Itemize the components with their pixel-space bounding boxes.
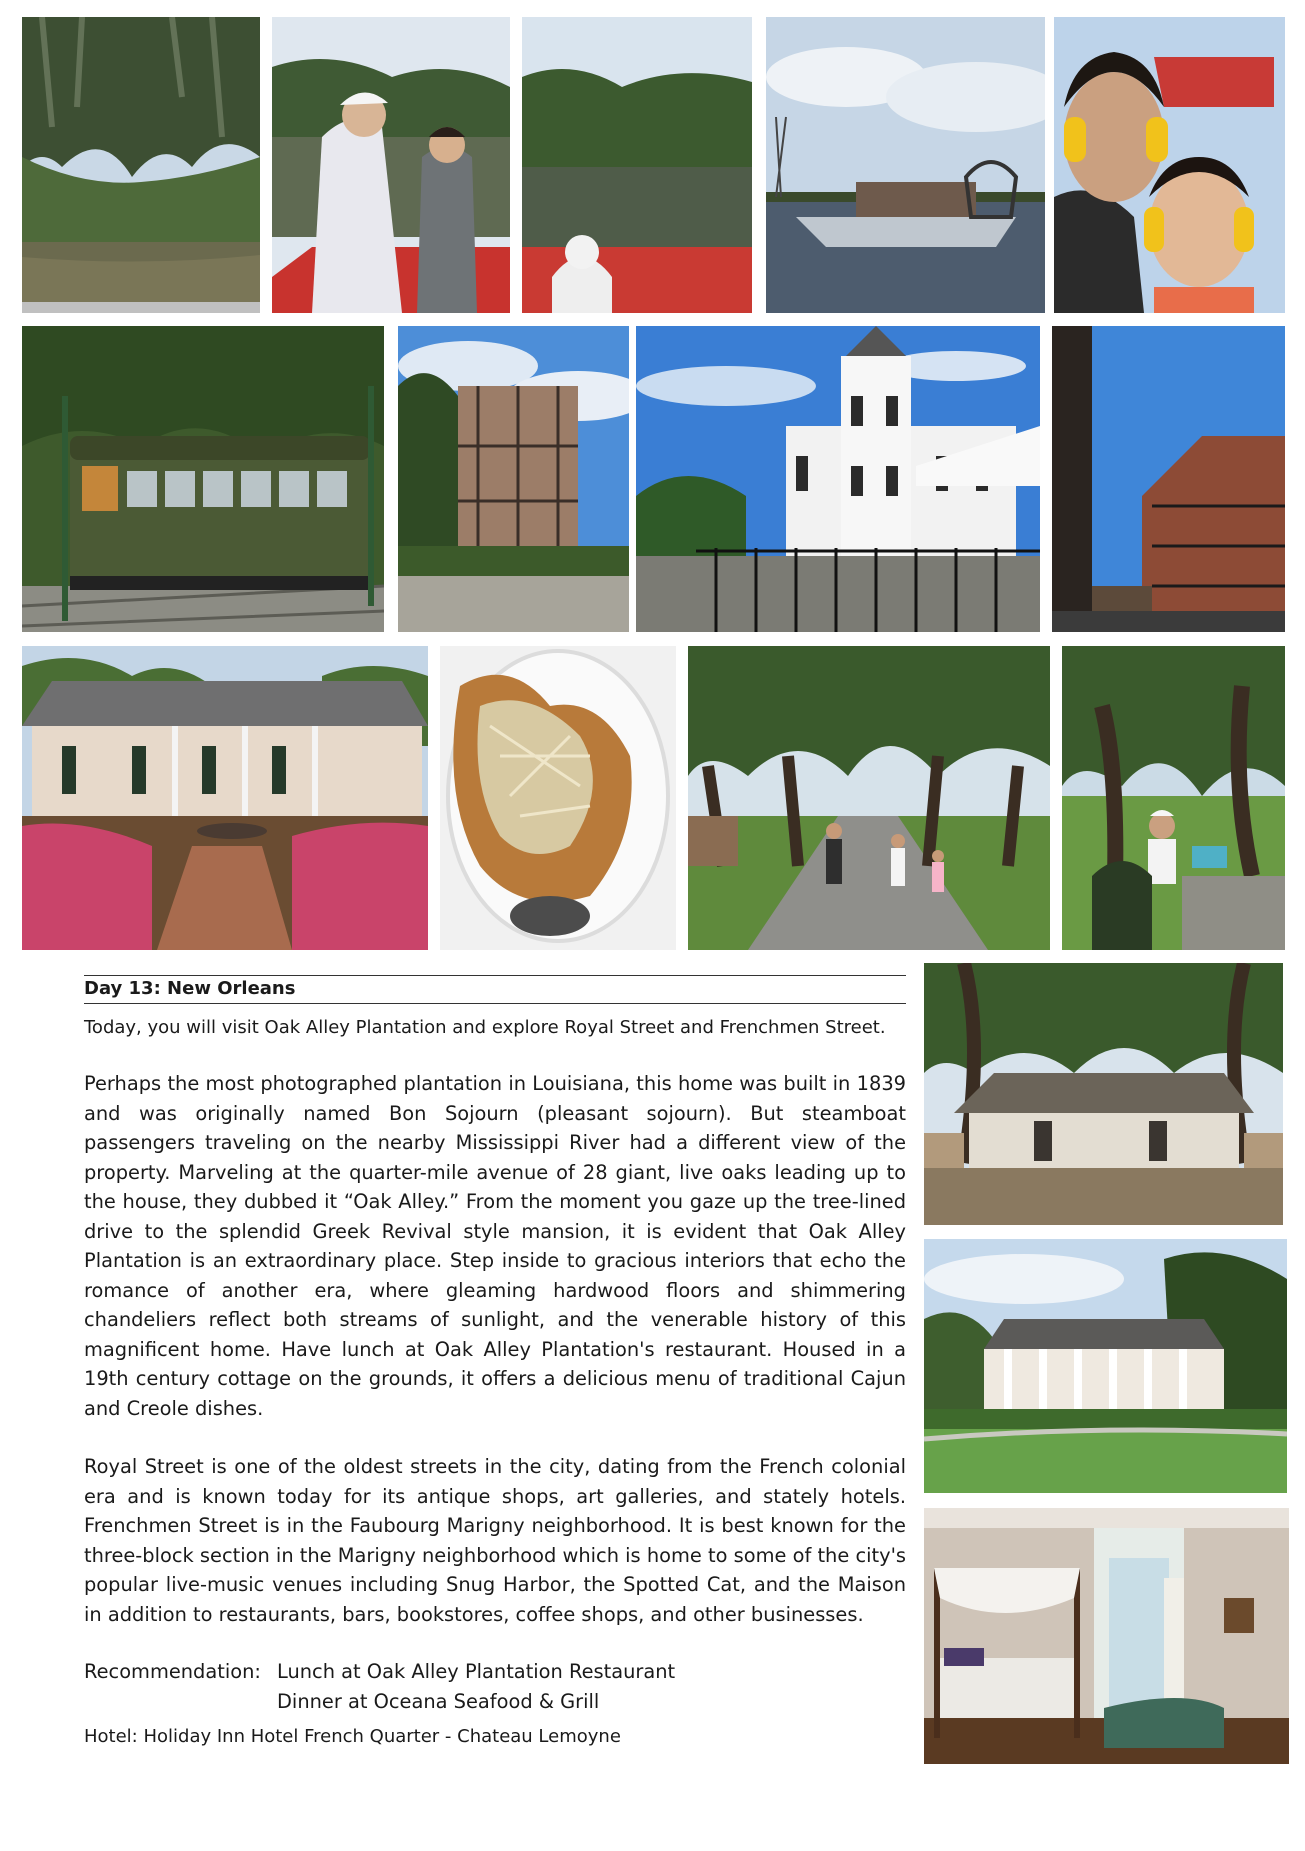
photo-plantation-bedroom	[924, 1508, 1289, 1764]
photo-french-quarter-street	[1052, 326, 1285, 632]
paragraph-royal-street-text: Royal Street is one of the oldest streets in the city, dating from the French colonial era and is known today for its antique shops, art galleries, and stately hotels. Frenchmen Street is in the Faubourg Marigny neighborhood. It is best known for the three-block section in the Marigny neighborhood which is home to some of the city's popular live-music venues including Snug Harbor, the Spotted Cat, and the Maison in addition to restaurants, bars, bookstores, coffee shops, and other businesses.	[84, 1455, 906, 1626]
photo-white-mansion	[636, 326, 1040, 632]
photo-cottage-garden	[22, 646, 428, 950]
photo-oak-alley-mansion	[924, 1239, 1287, 1493]
photo-garden-district-house	[398, 326, 629, 632]
paragraph-oak-alley	[84, 1069, 906, 1423]
paragraph-royal-street	[84, 1452, 906, 1629]
hotel-line: Hotel: Holiday Inn Hotel French Quarter - Chateau Lemoyne	[84, 1726, 621, 1747]
recommendation-label: Recommendation:	[84, 1660, 261, 1683]
recommendations	[84, 1657, 906, 1716]
photo-oak-alley-avenue-family	[688, 646, 1050, 950]
paragraph-oak-alley-text: Perhaps the most photographed plantation in Louisiana, this home was built in 1839 and was originally named Bon Sojourn (pleasant sojourn). But steamboat passengers traveling on the nearby Mississippi River had a different view of the property. Marveling at the quarter-mile avenue of 28 giant, live oaks leading up to the house, they dubbed it “Oak Alley.” From the moment you gaze up the tree-lined drive to the splendid Greek Revival style mansion, it is evident that Oak Alley Plantation is an extraordinary place. Step inside to gracious interiors that echo the romance of another era, where gleaming hardwood floors and shimmering chandeliers reflect both streams of sunlight, and the venerable history of this magnificent home. Have lunch at Oak Alley Plantation's restaurant. Housed in a 19th century cottage on the grounds, it offers a delicious menu of traditional Cajun and Creole dishes.	[84, 1072, 906, 1420]
photo-slave-cabin	[924, 963, 1283, 1225]
recommendation-lunch: Lunch at Oak Alley Plantation Restaurant	[277, 1660, 676, 1683]
photo-selfie-with-headphones	[1054, 17, 1285, 313]
recommendation-dinner: Dinner at Oceana Seafood & Grill	[277, 1689, 600, 1713]
photo-airboat-passengers	[272, 17, 510, 313]
day-article	[84, 975, 906, 1749]
day-title: Day 13: New Orleans	[84, 975, 906, 1004]
day-intro: Today, you will visit Oak Alley Plantation and explore Royal Street and Frenchmen Street.	[84, 1017, 886, 1038]
photo-woman-under-oaks	[1062, 646, 1285, 950]
photo-airboat-on-water	[766, 17, 1045, 313]
photo-st-charles-streetcar	[22, 326, 384, 632]
photo-swamp-bayou	[22, 17, 260, 313]
photo-cajun-dish	[440, 646, 676, 950]
photo-bayou-boat-rider	[522, 17, 752, 313]
